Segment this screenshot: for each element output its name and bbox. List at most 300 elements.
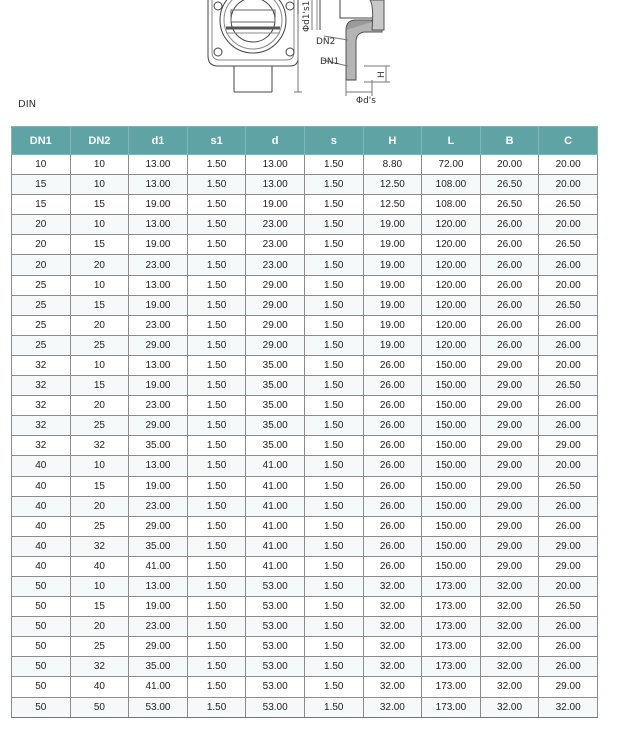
table-cell-h: 19.00 (363, 295, 422, 315)
table-cell-s1: 1.50 (187, 335, 246, 355)
table-cell-c: 26.00 (539, 315, 598, 335)
table-cell-s1: 1.50 (187, 175, 246, 195)
table-cell-d1: 13.00 (129, 155, 188, 175)
table-cell-d: 35.00 (246, 376, 305, 396)
table-cell-d: 53.00 (246, 697, 305, 717)
table-cell-b: 32.00 (480, 637, 539, 657)
table-cell-dn2: 10 (70, 275, 129, 295)
table-cell-b: 26.50 (480, 175, 539, 195)
table-cell-c: 26.50 (539, 597, 598, 617)
table-cell-l: 150.00 (422, 476, 481, 496)
table-row (12, 335, 598, 355)
table-cell-d: 53.00 (246, 657, 305, 677)
table-cell-dn2: 32 (70, 536, 129, 556)
table-cell-l: 150.00 (422, 376, 481, 396)
column-header-dn2: DN2 (70, 127, 129, 155)
table-cell-s: 1.50 (304, 295, 363, 315)
table-cell-dn2: 40 (70, 556, 129, 576)
table-cell-l: 120.00 (422, 255, 481, 275)
table-cell-h: 32.00 (363, 597, 422, 617)
table-cell-s1: 1.50 (187, 275, 246, 295)
table-cell-b: 29.00 (480, 376, 539, 396)
table-cell-dn2: 20 (70, 496, 129, 516)
table-cell-h: 12.50 (363, 175, 422, 195)
table-cell-dn1: 15 (12, 175, 71, 195)
table-row (12, 617, 598, 637)
table-cell-h: 19.00 (363, 315, 422, 335)
table-cell-dn2: 15 (70, 295, 129, 315)
table-cell-b: 32.00 (480, 657, 539, 677)
table-cell-b: 29.00 (480, 456, 539, 476)
table-row (12, 416, 598, 436)
table-cell-b: 29.00 (480, 556, 539, 576)
table-cell-dn2: 32 (70, 436, 129, 456)
table-cell-b: 26.00 (480, 315, 539, 335)
table-cell-s1: 1.50 (187, 637, 246, 657)
table-cell-l: 150.00 (422, 416, 481, 436)
table-cell-d: 53.00 (246, 677, 305, 697)
table-row (12, 376, 598, 396)
table-cell-dn1: 50 (12, 677, 71, 697)
table-cell-d: 35.00 (246, 396, 305, 416)
table-cell-d: 53.00 (246, 576, 305, 596)
table-cell-d1: 35.00 (129, 657, 188, 677)
table-cell-d: 23.00 (246, 215, 305, 235)
table-cell-h: 19.00 (363, 335, 422, 355)
column-header-dn1: DN1 (12, 127, 71, 155)
table-cell-d1: 13.00 (129, 215, 188, 235)
standard-label: DIN (18, 99, 37, 110)
table-cell-dn1: 40 (12, 456, 71, 476)
label-dn1: DN1 (320, 57, 340, 67)
table-cell-d1: 23.00 (129, 315, 188, 335)
table-cell-d1: 53.00 (129, 697, 188, 717)
table-cell-dn2: 10 (70, 576, 129, 596)
column-header-b: B (480, 127, 539, 155)
table-cell-h: 26.00 (363, 396, 422, 416)
table-cell-dn2: 32 (70, 657, 129, 677)
table-cell-s1: 1.50 (187, 376, 246, 396)
table-cell-b: 32.00 (480, 697, 539, 717)
table-cell-s1: 1.50 (187, 255, 246, 275)
table-cell-c: 26.00 (539, 335, 598, 355)
table-cell-l: 108.00 (422, 175, 481, 195)
table-cell-s1: 1.50 (187, 195, 246, 215)
table-cell-b: 32.00 (480, 677, 539, 697)
table-cell-s1: 1.50 (187, 315, 246, 335)
label-h: H (377, 71, 387, 78)
table-cell-c: 26.00 (539, 255, 598, 275)
table-cell-d1: 13.00 (129, 275, 188, 295)
table-cell-dn1: 50 (12, 597, 71, 617)
table-cell-s1: 1.50 (187, 476, 246, 496)
table-cell-d: 53.00 (246, 637, 305, 657)
table-cell-dn1: 32 (12, 396, 71, 416)
table-cell-s1: 1.50 (187, 496, 246, 516)
table-cell-dn2: 25 (70, 416, 129, 436)
table-cell-dn1: 32 (12, 376, 71, 396)
table-cell-h: 19.00 (363, 275, 422, 295)
table-cell-d: 35.00 (246, 436, 305, 456)
table-row (12, 215, 598, 235)
table-cell-s1: 1.50 (187, 396, 246, 416)
front-view (208, 0, 302, 92)
table-cell-l: 150.00 (422, 456, 481, 476)
table-cell-c: 20.00 (539, 355, 598, 375)
table-cell-h: 26.00 (363, 355, 422, 375)
table-cell-s: 1.50 (304, 617, 363, 637)
table-row (12, 175, 598, 195)
table-cell-h: 32.00 (363, 576, 422, 596)
table-cell-s1: 1.50 (187, 215, 246, 235)
table-cell-b: 29.00 (480, 496, 539, 516)
section-view (312, 0, 390, 96)
table-cell-s: 1.50 (304, 516, 363, 536)
table-cell-b: 26.00 (480, 275, 539, 295)
table-cell-b: 29.00 (480, 416, 539, 436)
table-row (12, 295, 598, 315)
table-cell-c: 26.50 (539, 376, 598, 396)
table-cell-b: 26.00 (480, 215, 539, 235)
table-row (12, 536, 598, 556)
column-header-d: d (246, 127, 305, 155)
table-cell-l: 173.00 (422, 576, 481, 596)
table-cell-dn1: 25 (12, 335, 71, 355)
column-header-c: C (539, 127, 598, 155)
label-dn2: DN2 (316, 37, 336, 47)
table-cell-d1: 35.00 (129, 436, 188, 456)
table-cell-h: 26.00 (363, 536, 422, 556)
table-row (12, 195, 598, 215)
technical-drawing (0, 0, 621, 125)
table-cell-d1: 23.00 (129, 496, 188, 516)
table-cell-dn1: 50 (12, 697, 71, 717)
table-cell-l: 173.00 (422, 617, 481, 637)
table-cell-h: 26.00 (363, 436, 422, 456)
table-cell-c: 20.00 (539, 275, 598, 295)
label-phi-d-s: Φd's (356, 96, 376, 106)
table-cell-b: 26.00 (480, 255, 539, 275)
table-cell-dn2: 20 (70, 396, 129, 416)
table-cell-dn1: 15 (12, 195, 71, 215)
table-cell-s: 1.50 (304, 315, 363, 335)
table-cell-l: 108.00 (422, 195, 481, 215)
table-cell-c: 29.00 (539, 677, 598, 697)
table-cell-c: 26.00 (539, 396, 598, 416)
table-cell-s: 1.50 (304, 456, 363, 476)
table-cell-s: 1.50 (304, 155, 363, 175)
table-cell-h: 32.00 (363, 657, 422, 677)
table-cell-l: 120.00 (422, 215, 481, 235)
table-row (12, 597, 598, 617)
table-cell-b: 29.00 (480, 436, 539, 456)
table-cell-dn1: 50 (12, 657, 71, 677)
table-cell-d1: 19.00 (129, 195, 188, 215)
table-cell-s: 1.50 (304, 677, 363, 697)
table-row (12, 155, 598, 175)
table-cell-l: 120.00 (422, 235, 481, 255)
table-cell-s: 1.50 (304, 195, 363, 215)
table-cell-s1: 1.50 (187, 436, 246, 456)
table-cell-l: 150.00 (422, 436, 481, 456)
table-cell-d1: 19.00 (129, 295, 188, 315)
table-cell-s1: 1.50 (187, 355, 246, 375)
table-cell-dn2: 40 (70, 677, 129, 697)
table-cell-d1: 19.00 (129, 476, 188, 496)
table-cell-d1: 29.00 (129, 335, 188, 355)
label-phi-d1-s1: Φd1's1 (302, 0, 312, 32)
table-cell-d: 29.00 (246, 335, 305, 355)
table-cell-dn2: 15 (70, 235, 129, 255)
table-row (12, 556, 598, 576)
table-cell-dn1: 20 (12, 215, 71, 235)
table-cell-d1: 23.00 (129, 617, 188, 637)
table-cell-d1: 29.00 (129, 637, 188, 657)
table-cell-d: 41.00 (246, 516, 305, 536)
table-cell-h: 32.00 (363, 697, 422, 717)
table-cell-b: 29.00 (480, 396, 539, 416)
table-cell-s: 1.50 (304, 175, 363, 195)
table-cell-h: 26.00 (363, 416, 422, 436)
table-cell-dn2: 15 (70, 597, 129, 617)
table-cell-l: 150.00 (422, 536, 481, 556)
column-header-s: s (304, 127, 363, 155)
table-cell-l: 150.00 (422, 496, 481, 516)
table-cell-c: 26.00 (539, 516, 598, 536)
table-cell-l: 173.00 (422, 637, 481, 657)
table-cell-b: 26.00 (480, 335, 539, 355)
table-cell-d1: 23.00 (129, 396, 188, 416)
table-cell-dn1: 50 (12, 637, 71, 657)
table-cell-d: 13.00 (246, 155, 305, 175)
table-cell-l: 120.00 (422, 315, 481, 335)
table-cell-dn2: 15 (70, 476, 129, 496)
column-header-s1: s1 (187, 127, 246, 155)
table-cell-c: 26.00 (539, 617, 598, 637)
table-cell-l: 173.00 (422, 597, 481, 617)
table-cell-d: 41.00 (246, 496, 305, 516)
table-cell-b: 26.00 (480, 235, 539, 255)
table-cell-l: 120.00 (422, 295, 481, 315)
table-cell-l: 120.00 (422, 275, 481, 295)
table-cell-d: 41.00 (246, 556, 305, 576)
table-cell-s: 1.50 (304, 576, 363, 596)
table-cell-d: 41.00 (246, 536, 305, 556)
table-row (12, 496, 598, 516)
table-cell-dn2: 10 (70, 456, 129, 476)
table-cell-s: 1.50 (304, 376, 363, 396)
table-cell-c: 26.50 (539, 476, 598, 496)
table-cell-h: 19.00 (363, 255, 422, 275)
table-cell-s: 1.50 (304, 436, 363, 456)
table-cell-b: 26.00 (480, 295, 539, 315)
table-cell-s: 1.50 (304, 657, 363, 677)
table-cell-s: 1.50 (304, 496, 363, 516)
table-cell-dn2: 25 (70, 516, 129, 536)
table-cell-s: 1.50 (304, 355, 363, 375)
table-cell-s1: 1.50 (187, 155, 246, 175)
dimensions-table (11, 126, 598, 718)
table-cell-dn1: 40 (12, 536, 71, 556)
table-cell-s: 1.50 (304, 697, 363, 717)
table-cell-c: 20.00 (539, 155, 598, 175)
table-cell-dn1: 32 (12, 416, 71, 436)
table-cell-s: 1.50 (304, 215, 363, 235)
table-cell-dn2: 10 (70, 155, 129, 175)
table-cell-dn1: 32 (12, 436, 71, 456)
table-cell-b: 26.50 (480, 195, 539, 215)
table-cell-dn2: 25 (70, 335, 129, 355)
table-cell-d1: 13.00 (129, 175, 188, 195)
table-cell-c: 29.00 (539, 536, 598, 556)
table-cell-b: 32.00 (480, 576, 539, 596)
table-cell-h: 19.00 (363, 235, 422, 255)
table-cell-d1: 23.00 (129, 255, 188, 275)
table-cell-b: 20.00 (480, 155, 539, 175)
table-cell-s1: 1.50 (187, 617, 246, 637)
table-cell-s: 1.50 (304, 235, 363, 255)
table-cell-dn2: 10 (70, 355, 129, 375)
table-cell-dn1: 40 (12, 496, 71, 516)
table-cell-d: 35.00 (246, 416, 305, 436)
table-cell-d: 29.00 (246, 275, 305, 295)
table-cell-dn1: 50 (12, 576, 71, 596)
table-row (12, 235, 598, 255)
table-cell-d: 53.00 (246, 617, 305, 637)
table-cell-s1: 1.50 (187, 295, 246, 315)
table-cell-h: 12.50 (363, 195, 422, 215)
table-cell-s1: 1.50 (187, 576, 246, 596)
table-row (12, 275, 598, 295)
table-cell-s: 1.50 (304, 275, 363, 295)
column-header-d1: d1 (129, 127, 188, 155)
table-cell-s1: 1.50 (187, 456, 246, 476)
table-row (12, 657, 598, 677)
table-cell-l: 150.00 (422, 516, 481, 536)
table-row (12, 436, 598, 456)
table-cell-d1: 13.00 (129, 456, 188, 476)
table-row (12, 677, 598, 697)
table-cell-s1: 1.50 (187, 556, 246, 576)
table-cell-s1: 1.50 (187, 657, 246, 677)
table-cell-c: 26.00 (539, 496, 598, 516)
table-cell-d1: 19.00 (129, 235, 188, 255)
table-cell-dn1: 10 (12, 155, 71, 175)
table-cell-dn2: 20 (70, 315, 129, 335)
table-cell-c: 20.00 (539, 215, 598, 235)
table-cell-c: 29.00 (539, 556, 598, 576)
table-cell-c: 26.50 (539, 295, 598, 315)
table-row (12, 637, 598, 657)
table-cell-l: 150.00 (422, 556, 481, 576)
table-cell-d1: 13.00 (129, 576, 188, 596)
table-cell-b: 32.00 (480, 597, 539, 617)
table-row (12, 255, 598, 275)
table-cell-h: 8.80 (363, 155, 422, 175)
table-cell-s: 1.50 (304, 396, 363, 416)
table-cell-l: 173.00 (422, 657, 481, 677)
table-cell-d: 53.00 (246, 597, 305, 617)
table-cell-h: 32.00 (363, 617, 422, 637)
table-row (12, 576, 598, 596)
table-cell-b: 29.00 (480, 476, 539, 496)
table-cell-s1: 1.50 (187, 536, 246, 556)
fitting-drawing-svg (0, 0, 621, 125)
table-cell-s1: 1.50 (187, 677, 246, 697)
table-cell-dn2: 10 (70, 175, 129, 195)
table-cell-dn1: 32 (12, 355, 71, 375)
table-cell-l: 120.00 (422, 335, 481, 355)
table-row (12, 396, 598, 416)
table-cell-d: 29.00 (246, 295, 305, 315)
table-cell-d: 35.00 (246, 355, 305, 375)
table-cell-c: 26.00 (539, 416, 598, 436)
table-cell-d1: 35.00 (129, 536, 188, 556)
table-cell-dn1: 20 (12, 255, 71, 275)
table-cell-h: 26.00 (363, 476, 422, 496)
table-cell-c: 26.00 (539, 657, 598, 677)
table-cell-d1: 29.00 (129, 516, 188, 536)
table-header-row (12, 127, 598, 155)
table-cell-h: 19.00 (363, 215, 422, 235)
table-cell-b: 29.00 (480, 516, 539, 536)
table-cell-c: 20.00 (539, 456, 598, 476)
table-cell-d: 13.00 (246, 175, 305, 195)
table-cell-h: 26.00 (363, 496, 422, 516)
table-cell-dn1: 25 (12, 275, 71, 295)
column-header-l: L (422, 127, 481, 155)
table-cell-s: 1.50 (304, 335, 363, 355)
table-cell-h: 32.00 (363, 637, 422, 657)
table-cell-d: 41.00 (246, 476, 305, 496)
table-cell-h: 26.00 (363, 456, 422, 476)
table-cell-c: 20.00 (539, 576, 598, 596)
table-cell-s: 1.50 (304, 536, 363, 556)
table-cell-l: 150.00 (422, 396, 481, 416)
table-cell-s1: 1.50 (187, 597, 246, 617)
table-row (12, 315, 598, 335)
table-cell-c: 32.00 (539, 697, 598, 717)
table-cell-s: 1.50 (304, 597, 363, 617)
table-cell-s1: 1.50 (187, 235, 246, 255)
table-cell-dn1: 40 (12, 476, 71, 496)
table-cell-dn2: 20 (70, 617, 129, 637)
table-cell-dn1: 25 (12, 315, 71, 335)
table-cell-s: 1.50 (304, 556, 363, 576)
table-cell-b: 29.00 (480, 536, 539, 556)
table-cell-dn2: 10 (70, 215, 129, 235)
table-cell-dn1: 40 (12, 556, 71, 576)
table-cell-h: 26.00 (363, 516, 422, 536)
table-cell-s: 1.50 (304, 255, 363, 275)
table-row (12, 697, 598, 717)
table-cell-l: 173.00 (422, 677, 481, 697)
table-cell-d1: 19.00 (129, 376, 188, 396)
table-cell-s: 1.50 (304, 476, 363, 496)
table-cell-s1: 1.50 (187, 516, 246, 536)
table-cell-d1: 29.00 (129, 416, 188, 436)
table-cell-d1: 41.00 (129, 677, 188, 697)
table-cell-d: 41.00 (246, 456, 305, 476)
table-cell-d: 23.00 (246, 255, 305, 275)
table-cell-d: 19.00 (246, 195, 305, 215)
table-cell-s1: 1.50 (187, 697, 246, 717)
table-cell-b: 29.00 (480, 355, 539, 375)
column-header-h: H (363, 127, 422, 155)
table-cell-dn2: 15 (70, 376, 129, 396)
table-cell-l: 173.00 (422, 697, 481, 717)
table-row (12, 476, 598, 496)
